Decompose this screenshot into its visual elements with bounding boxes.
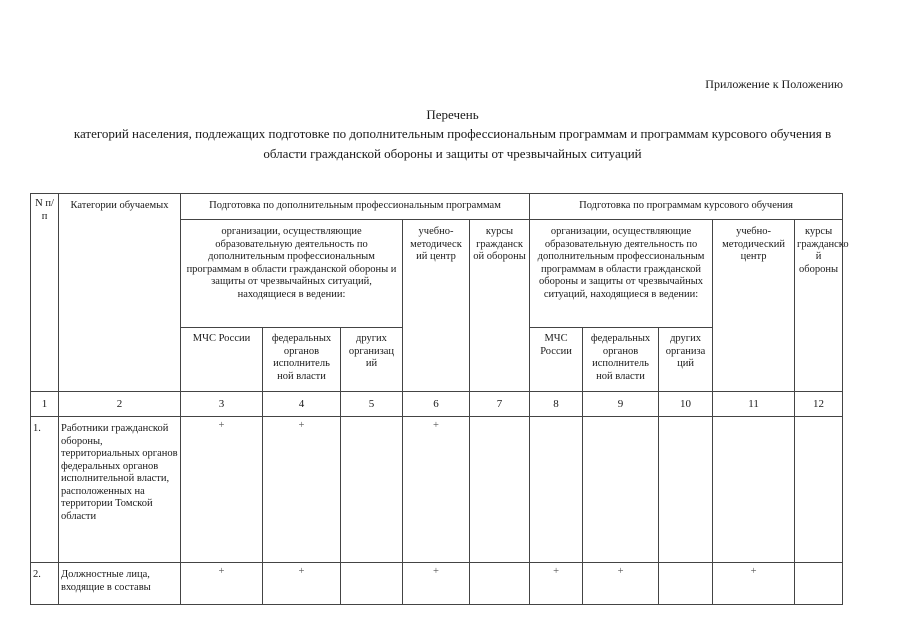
col-number: 6 [403, 392, 470, 417]
col-number: 3 [181, 392, 263, 417]
row-mark: + [403, 563, 470, 605]
document-title: Перечень [426, 107, 479, 122]
row-mark: + [530, 563, 583, 605]
row-mark: + [403, 417, 470, 563]
row-number: 1. [31, 417, 59, 563]
row-mark: + [583, 563, 659, 605]
row-mark [470, 563, 530, 605]
row-mark: + [181, 563, 263, 605]
row-category: Работники гражданской обороны, территориальных органов федеральных органов исполнительной власти, расположенных на территории Томской области [59, 417, 181, 563]
row-mark [713, 417, 795, 563]
row-category: Должностные лица, входящие в составы [59, 563, 181, 605]
header-category: Категории обучаемых [59, 194, 181, 392]
header-mchs-course: МЧС России [530, 328, 583, 392]
col-number: 8 [530, 392, 583, 417]
row-mark [341, 417, 403, 563]
row-mark [530, 417, 583, 563]
table-row [31, 417, 843, 563]
col-number: 1 [31, 392, 59, 417]
header-go-course: курсы гражданско й обороны [795, 220, 843, 392]
col-number: 12 [795, 392, 843, 417]
row-mark [470, 417, 530, 563]
header-fed-dpp: федеральных органов исполнитель ной власти [263, 328, 341, 392]
header-mchs-dpp: МЧС России [181, 328, 263, 392]
header-group-course: Подготовка по программам курсового обучения [530, 194, 843, 220]
col-number: 4 [263, 392, 341, 417]
header-fed-course: федеральных органов исполнитель ной власти [583, 328, 659, 392]
header-org-dpp: организации, осуществляющие образовательную деятельность по дополнительным профессиональным программам в области гражданской обороны и защиты от чрезвычайных ситуаций, находящиеся в ведении: [181, 220, 403, 328]
row-mark [659, 563, 713, 605]
col-number: 9 [583, 392, 659, 417]
col-number: 10 [659, 392, 713, 417]
document-subtitle: категорий населения, подлежащих подготовке по дополнительным профессиональным программам и программам курсового обучения в области гражданской обороны и защиты от чрезвычайных ситуаций [73, 126, 832, 161]
training-categories-table [30, 193, 849, 605]
header-np: N п/п [31, 194, 59, 392]
row-number: 2. [31, 563, 59, 605]
col-number: 11 [713, 392, 795, 417]
col-number: 5 [341, 392, 403, 417]
row-mark: + [181, 417, 263, 563]
row-mark [341, 563, 403, 605]
header-group-dpp: Подготовка по дополнительным профессиональным программам [181, 194, 530, 220]
row-mark: + [263, 417, 341, 563]
header-org-course: организации, осуществляющие образовательную деятельность по дополнительным профессиональным программам в области гражданской обороны и защиты от чрезвычайных ситуаций, находящиеся в ведении: [530, 220, 713, 328]
row-mark [795, 563, 843, 605]
row-mark [795, 417, 843, 563]
col-number: 7 [470, 392, 530, 417]
header-umc-dpp: учебно-методическ ий центр [403, 220, 470, 392]
row-mark [583, 417, 659, 563]
row-mark: + [713, 563, 795, 605]
header-other-dpp: других организац ий [341, 328, 403, 392]
appendix-label: Приложение к Положению [705, 77, 843, 91]
row-mark: + [263, 563, 341, 605]
header-umc-course: учебно-методический центр [713, 220, 795, 392]
col-number: 2 [59, 392, 181, 417]
header-other-course: других организа ций [659, 328, 713, 392]
row-mark [659, 417, 713, 563]
header-go-dpp: курсы гражданск ой обороны [470, 220, 530, 392]
table-row [31, 563, 843, 605]
